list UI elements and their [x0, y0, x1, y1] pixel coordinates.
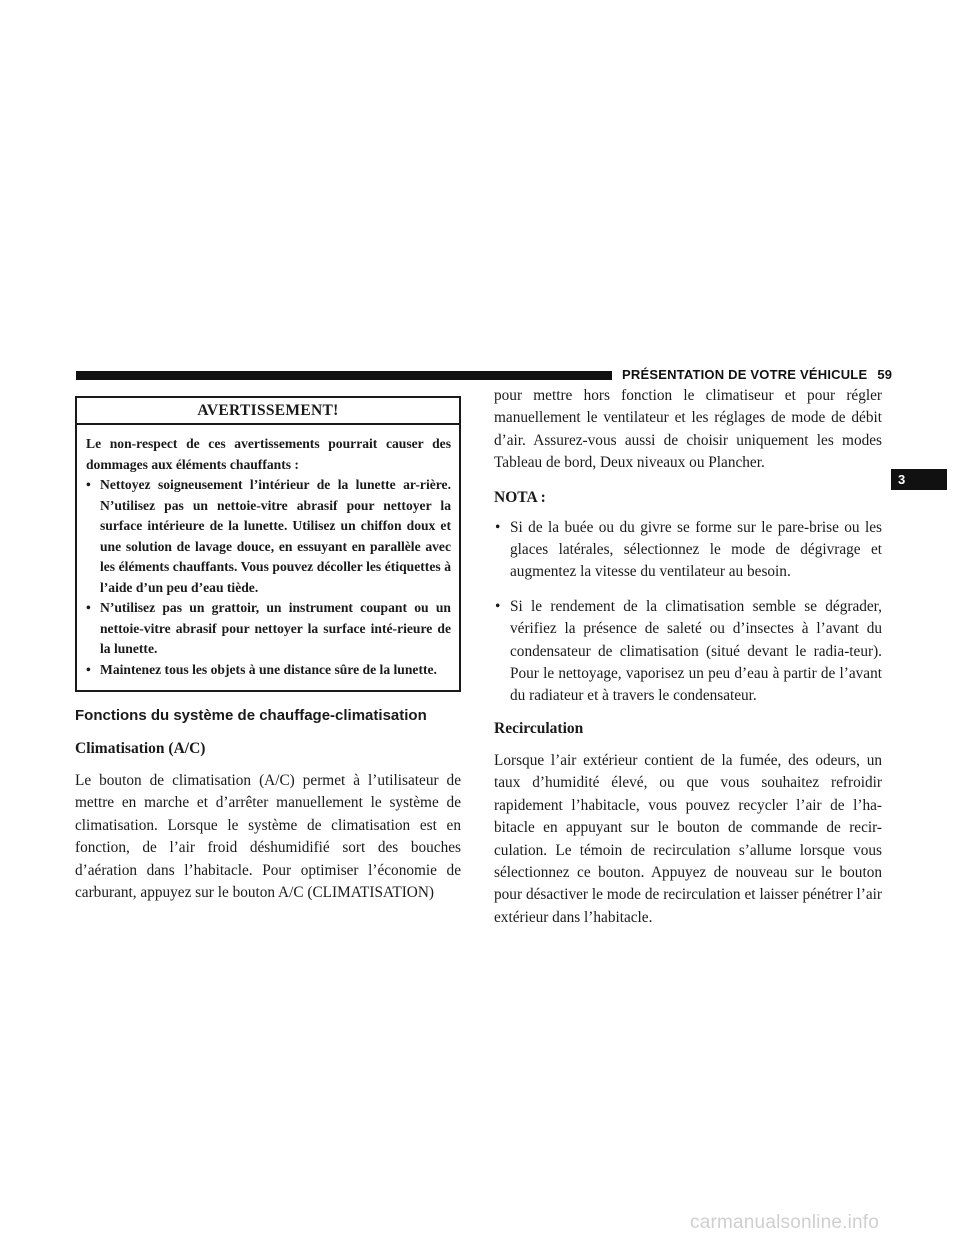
page-number: 59: [877, 367, 893, 382]
header-title: PRÉSENTATION DE VOTRE VÉHICULE: [622, 367, 868, 382]
nota-item: • Si le rendement de la climatisation semble se dégrader, vérifiez la présence de saleté ou d’insectes à l’avant du condensateur de climatisation (situé devant le radia-teur). Pour le nettoyage, vaporisez un peu d’eau à partir de l’avant du radiateur et à travers le condensateur.: [494, 596, 882, 708]
header-rule: [76, 371, 612, 380]
ac-paragraph: Le bouton de climatisation (A/C) permet à l’utilisateur de mettre en marche et d’arrêter manuellement le système de climatisation. Lorsque le système de climatisation est en fonction, de l’air froid déshumidifié sort des bouches d’aération dans l’habitacle. Pour optimiser l’économie de carburant, appuyez sur le bouton A/C (CLIMATISATION): [75, 772, 461, 902]
recirculation-title: Recirculation: [494, 719, 584, 737]
watermark: carmanualsonline.info: [690, 1212, 880, 1233]
warning-intro: Le non-respect de ces avertissements pourrait causer des dommages aux éléments chauffants :: [86, 436, 451, 472]
recirculation-paragraph: Lorsque l’air extérieur contient de la fumée, des odeurs, un taux d’humidité élevé, ou que vous souhaitez refroidir rapidement l’habitacle, vous pouvez recycler l’air de l’ha-bitacle en appuyant sur le bouton de commande de recir-culation. Le témoin de recirculation s’allume lorsque vous sélectionnez ce bouton. Appuyez de nouveau sur le bouton pour désactiver le mode de recirculation et laisser pénétrer l’air extérieur dans l’habitacle.: [494, 751, 882, 926]
ac-title: Climatisation (A/C): [75, 740, 206, 757]
left-column: [75, 396, 461, 904]
nota-list: [494, 517, 882, 708]
nota-label: NOTA :: [494, 488, 546, 506]
right-column: [494, 385, 882, 929]
warning-box: [75, 396, 461, 692]
warning-item: • N’utilisez pas un grattoir, un instrument coupant ou un nettoie-vitre abrasif pour nettoyer la surface inté-rieure de la lunette.: [86, 598, 451, 660]
ac-paragraph-continued: pour mettre hors fonction le climatiseur et pour régler manuellement le ventilateur et les réglages de mode de débit d’air. Assurez-vous aussi de choisir uniquement les modes Tableau de bord, Deux niveaux ou Plancher.: [494, 387, 882, 472]
warning-item: • Maintenez tous les objets à une distance sûre de la lunette.: [86, 660, 451, 681]
nota-item: • Si de la buée ou du givre se forme sur le pare-brise ou les glaces latérales, sélectionnez le mode de dégivrage et augmentez la vitesse du ventilateur au besoin.: [494, 517, 882, 584]
warning-body: [77, 425, 459, 690]
warning-title: AVERTISSEMENT!: [77, 398, 459, 425]
warning-list: [86, 475, 451, 680]
section-title: Fonctions du système de chauffage-climatisation: [75, 707, 427, 724]
running-header: [622, 367, 892, 382]
chapter-tab[interactable]: 3: [891, 469, 947, 490]
warning-item: • Nettoyez soigneusement l’intérieur de la lunette ar-rière. N’utilisez pas un nettoie-vitre abrasif pour nettoyer la surface intérieure de la lunette. Utilisez un chiffon doux et une solution de lavage douce, en essuyant en parallèle avec les éléments chauffants. Vous pouvez décoller les étiquettes à l’aide d’un peu d’eau tiède.: [86, 475, 451, 598]
